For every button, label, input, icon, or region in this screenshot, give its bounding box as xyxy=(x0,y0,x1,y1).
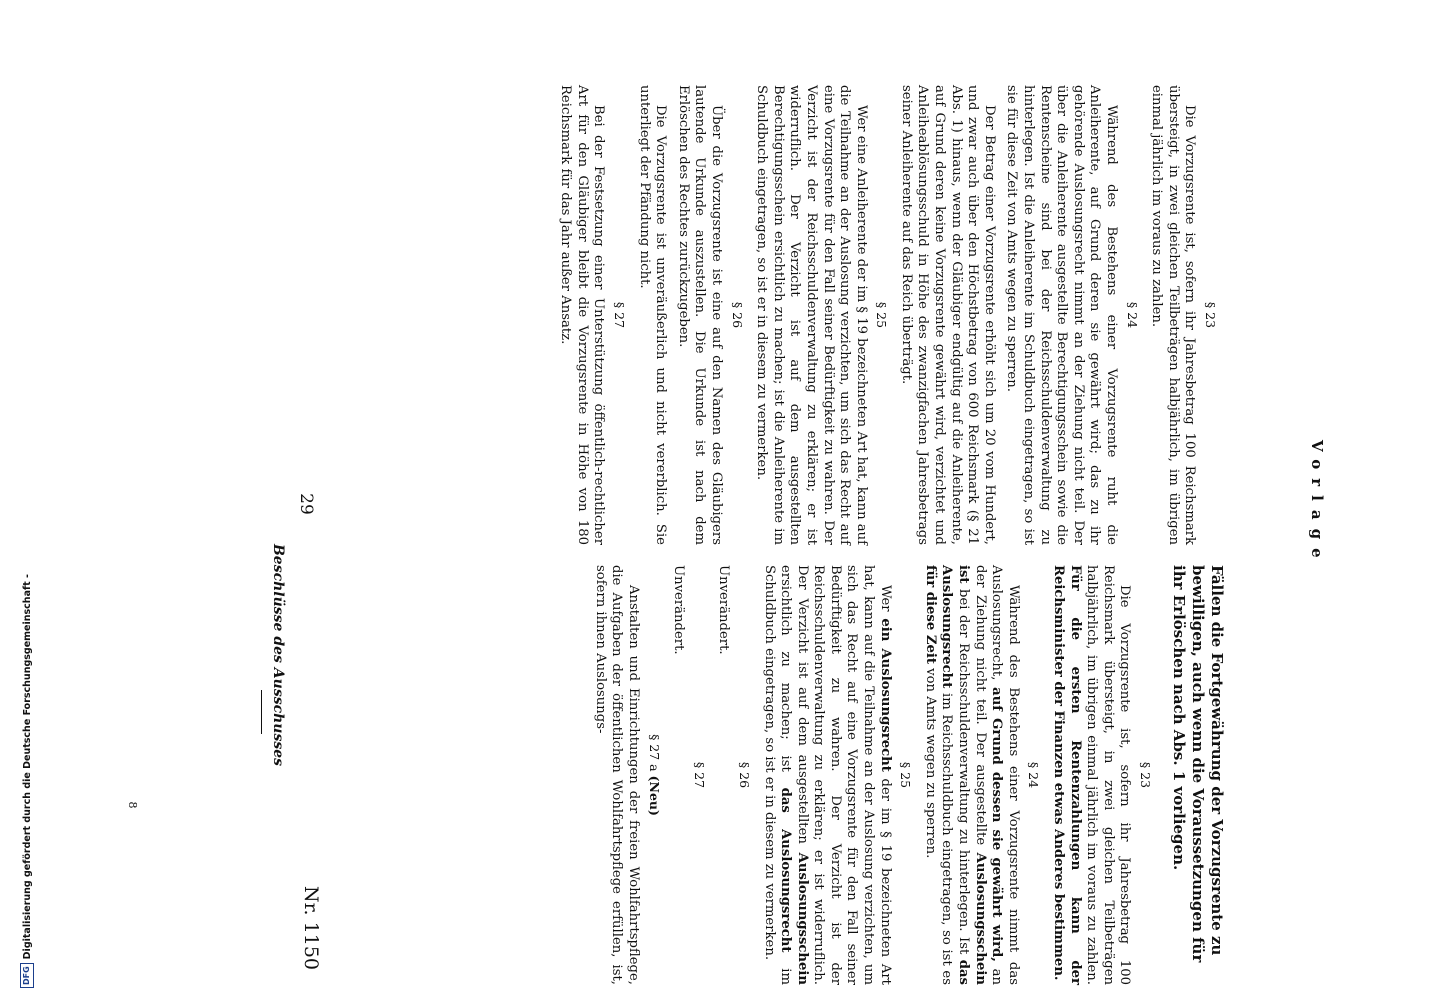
s24-part-d: Auslosungsschein ist xyxy=(956,565,988,985)
s24-part-b: auf Grund dessen sie gewährt wird, xyxy=(989,687,1005,962)
s25-part-e: ersichtlich zu machen; ist xyxy=(778,565,794,772)
s25-part-f: das Auslosungsrecht xyxy=(778,787,794,953)
s24-part-c: an der Ziehung nicht teil. Der ausgestellte xyxy=(972,565,1005,985)
s24-part-e: bei der Reichsschuldenverwaltung zu hinterlegen. Ist xyxy=(956,589,972,955)
section-25-title: § 25 xyxy=(874,301,890,329)
section-27a-number: § 27 a xyxy=(646,734,662,772)
signature-mark: 8 xyxy=(126,801,139,809)
section-24-title: § 24 xyxy=(1026,761,1042,789)
beschluesse-heading: Beschlüsse des Ausschusses xyxy=(270,543,286,767)
dfg-footer xyxy=(20,8,34,988)
section-23-bold: Für die ersten Rentenzahlungen kann der Reichsminister der Finanzen etwas Anderes bestimmen. xyxy=(1051,565,1083,985)
section-23-text: Die Vorzugsrente ist, sofern ihr Jahresbetrag 100 Reichsmark übersteigt, in zwei gleichen Teilbeträgen halbjährlich, im übrigen einmal jährlich im voraus zu zahlen. xyxy=(1149,85,1198,545)
intro-bold-text: Fällen die Fortgewährung der Vorzugsrente zu bewilligen, auch wenn die Voraussetzungen für ihr Erlöschen nach Abs. 1 vorliegen. xyxy=(1170,565,1226,963)
section-27-text: Unverändert. xyxy=(671,565,687,655)
s24-part-f: das Auslosungsrecht xyxy=(939,565,972,985)
section-24-paragraph-1: Während des Bestehens einer Vorzugsrente ruht die Anleiherente, auf Grund deren sie gewährt wird; das zu ihr gehörende Auslosungsrecht nimmt an der Ziehung nicht teil. Der über die Anleiherente ausgestellte Berechtigungsschein sowie die Rentenscheine sind bei der Reichsschuldenverwaltung zu hinterlegen. Ist die Anleiherente im Schuldbuch eingetragen, so ist sie für diese Zeit von Amts wegen zu sperren. xyxy=(1004,85,1120,545)
s24-part-i: von Amts wegen zu sperren. xyxy=(922,668,938,859)
dfg-logo-icon: DFG xyxy=(20,963,34,988)
section-23-plain: Die Vorzugsrente ist, sofern ihr Jahresbetrag 100 Reichsmark übersteigt, in zwei gleichen Teilbeträgen halbjährlich, im übrigen einmal jährlich im voraus zu zahlen. xyxy=(1084,565,1133,985)
beschluesse-column xyxy=(585,565,1226,985)
vorlage-heading: Vorlage xyxy=(1308,440,1326,567)
section-24-paragraph-2: Der Betrag einer Vorzugsrente erhöht sich um 20 vom Hundert, und zwar auch über den Höchstbetrag von 600 Reichsmark (§ 21 Abs. 1) hinaus, wenn der Gläubiger endgültig auf die Anleiherente, auf Grund deren keine Vorzugsrente gewährt wird, verzichtet und Anleiheablösungsschuld in Höhe des zwanzigfachen Jahresbetrags seiner Anleiherente auf das Reich überträgt. xyxy=(898,85,997,545)
heading-rule xyxy=(261,690,262,734)
s24-part-g: im Reichsschuldbuch eingetragen, so ist es xyxy=(939,693,955,985)
section-24-text xyxy=(921,565,1021,985)
section-26-paragraph-2: Die Vorzugsrente ist unveräußerlich und nicht vererblich. Sie unterliegt der Pfändung nicht. xyxy=(636,85,669,545)
section-26-paragraph-1: Über die Vorzugsrente ist eine auf den Namen des Gläubigers lautende Urkunde auszustellen. Die Urkunde ist nach dem Erlöschen des Rechtes zurückzugeben. xyxy=(675,85,724,545)
section-27a-text: Anstalten und Einrichtungen der freien Wohlfahrtspflege, die Aufgaben der öffentlichen Wohlfahrtspflege erfüllen, ist, sofern ihnen Auslosungs- xyxy=(592,565,641,985)
section-24-title: § 24 xyxy=(1124,301,1140,329)
s24-part-h: für diese Zeit xyxy=(922,565,938,664)
section-23-title: § 23 xyxy=(1138,761,1153,789)
s25-part-b: ein Auslosungsrecht xyxy=(877,618,893,772)
s25-part-g: im Schuldbuch eingetragen, so ist er in diesem zu vermerken. xyxy=(761,565,794,985)
vorlage-column xyxy=(551,85,1226,545)
document-number: Nr. 1150 xyxy=(300,885,322,970)
page-number: 29 xyxy=(296,493,316,515)
section-26-title: § 26 xyxy=(729,301,745,329)
section-27-title: § 27 xyxy=(691,761,707,789)
section-26-text: Unverändert. xyxy=(716,565,732,655)
s25-part-a: Wer xyxy=(877,585,893,612)
section-25-text: Wer eine Anleiherente der im § 19 bezeichneten Art hat, kann auf die Teilnahme an der Auslosung verzichten, um sich das Recht auf eine Vorzugsrente für den Fall seiner Bedürftigkeit zu wahren. Der Verzicht ist der Reichsschuldenverwaltung zu erklären; er ist widerruflich. Der Verzicht ist auf dem ausgestellten Berechtigungsschein ersichtlich zu machen; ist die Anleiherente im Schuldbuch eingetragen, so ist er in diesem zu vermerken. xyxy=(754,85,869,545)
section-27-title: § 27 xyxy=(612,301,627,329)
section-25-text xyxy=(760,565,893,985)
section-27a-neu: (Neu) xyxy=(646,775,662,816)
section-23-title: § 23 xyxy=(1203,301,1218,329)
s25-part-c: der im § 19 bezeichneten Art hat, kann auf die Teilnahme an der Auslosung verzichten, um sich das Recht auf eine Vorzugsrente für den Fall seiner Bedürftigkeit zu wahren. Der Verzicht ist der Reichsschuldenverwaltung zu erklären; er ist widerruflich. Der Verzicht ist auf dem ausgestellten xyxy=(794,565,893,985)
section-26-title: § 26 xyxy=(736,761,752,789)
s25-part-d: Auslosungsschein xyxy=(794,852,810,985)
section-27a-title xyxy=(645,565,662,985)
section-27-text: Bei der Festsetzung einer Unterstützung öffentlich-rechtlicher Art für den Gläubiger bleibt die Vorzugsrente in Höhe von 180 Reichsmark für das Jahr außer Ansatz. xyxy=(558,85,607,545)
section-23-text xyxy=(1049,565,1132,985)
s24-part-a: Während des Bestehens einer Vorzugsrente nimmt das Auslosungsrecht, xyxy=(989,565,1021,985)
section-25-title: § 25 xyxy=(898,761,914,789)
dfg-footer-text: Digitalisierung gefördert durch die Deutsche Forschungsgemeinschaft - xyxy=(21,574,33,960)
